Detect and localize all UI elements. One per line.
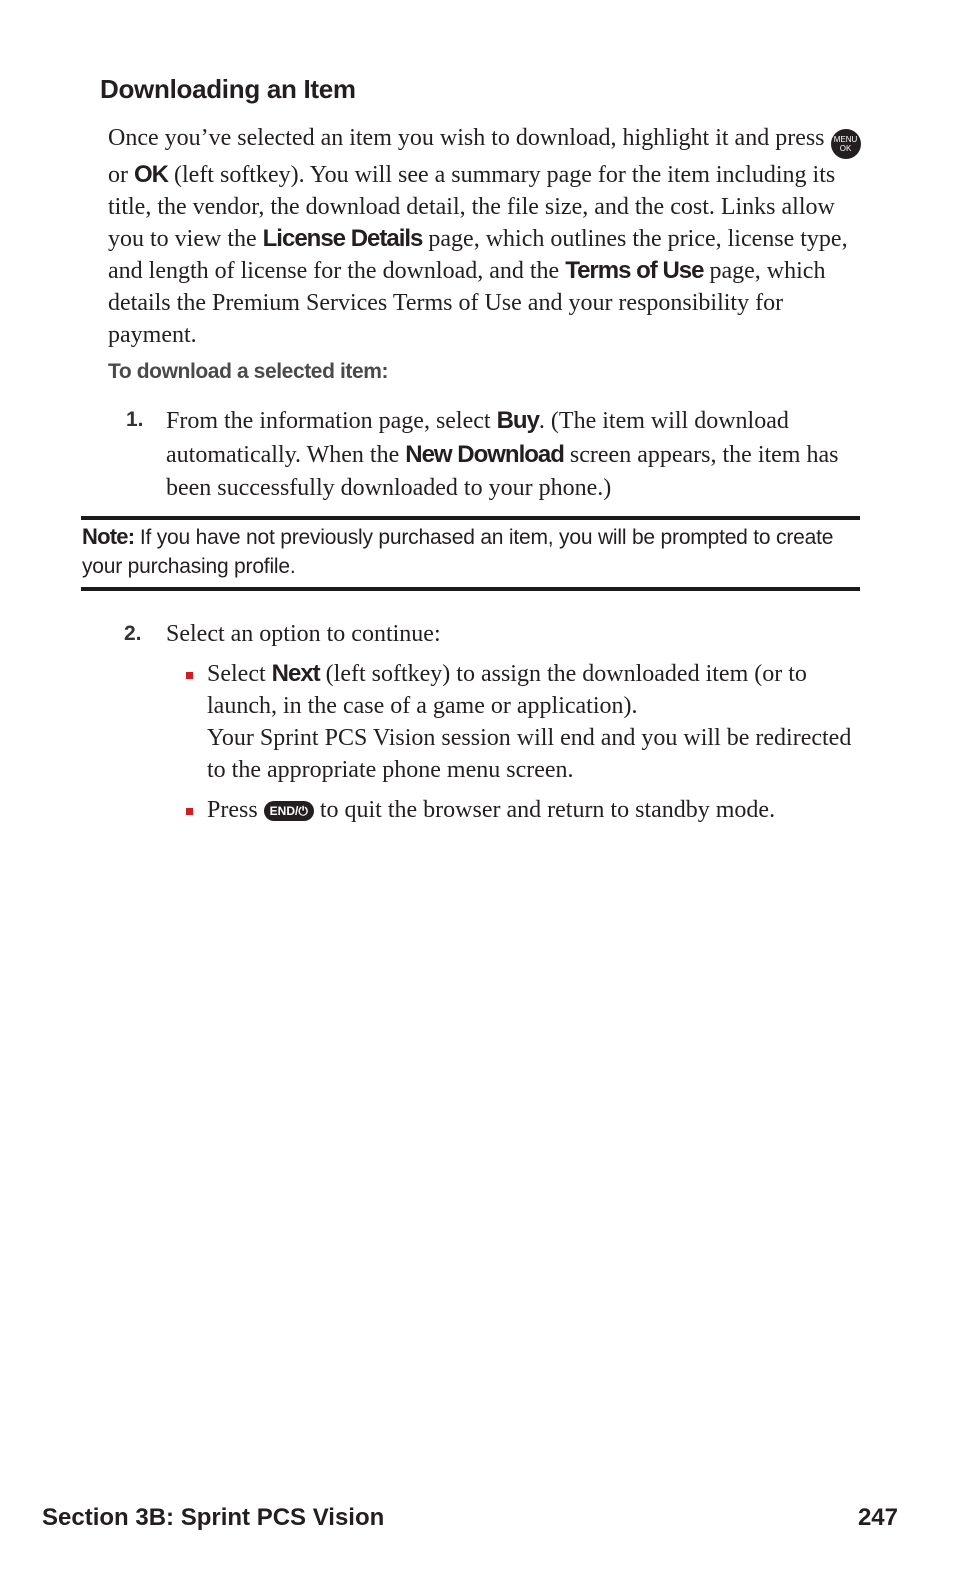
step-1-number: 1. bbox=[126, 408, 144, 431]
intro-text-4: page, which outlines the price, license type, and length of license for the download, and the bbox=[108, 226, 848, 284]
note-label: Note: bbox=[82, 524, 135, 549]
section-heading: Downloading an Item bbox=[100, 74, 356, 104]
bullet-marker-1 bbox=[186, 672, 193, 679]
new-download-label: New Download bbox=[405, 441, 564, 468]
ok-key-label: OK bbox=[839, 144, 852, 153]
intro-text-1: Once you’ve selected an item you wish to download, highlight it and press bbox=[108, 125, 831, 151]
footer-section-title: Section 3B: Sprint PCS Vision bbox=[42, 1504, 385, 1531]
bullet-1-text-a: Select bbox=[207, 661, 272, 687]
bullet-2-text-a: Press bbox=[207, 797, 264, 823]
step-2-number: 2. bbox=[124, 622, 142, 645]
step-1-text-b: . (The item will download automatically. When the bbox=[166, 408, 789, 468]
note-rule-bottom bbox=[81, 587, 860, 591]
step-1-text-c: screen appears, the item has been successfully downloaded to your phone.) bbox=[166, 442, 839, 501]
bullet-1-text bbox=[207, 658, 867, 786]
menu-ok-key-icon bbox=[831, 129, 861, 159]
bullet-2-text-b: to quit the browser and return to standby mode. bbox=[313, 797, 776, 823]
intro-text-3: (left softkey). You will see a summary page for the item including its title, the vendor, the download detail, the file size, and the cost. Links allow you to view the bbox=[108, 162, 836, 252]
step-2-text: Select an option to continue: bbox=[166, 621, 441, 647]
intro-text-2: or bbox=[108, 162, 134, 188]
procedure-subheading: To download a selected item: bbox=[108, 360, 389, 383]
bullet-1-text-b: (left softkey) to assign the downloaded item (or to launch, in the case of a game or application). bbox=[207, 661, 807, 719]
next-label: Next bbox=[271, 660, 320, 687]
terms-of-use-label: Terms of Use bbox=[565, 257, 704, 284]
note-text: If you have not previously purchased an item, you will be prompted to create your purchasing profile. bbox=[82, 526, 834, 578]
intro-text-5: page, which details the Premium Services Terms of Use and your responsibility for payment. bbox=[108, 258, 826, 348]
step-1-text bbox=[166, 404, 871, 505]
license-details-label: License Details bbox=[262, 225, 423, 252]
bullet-marker-2 bbox=[186, 808, 193, 815]
menu-key-label: MENU bbox=[833, 135, 858, 144]
step-1-text-a: From the information page, select bbox=[166, 408, 497, 434]
bullet-1-text-c: Your Sprint PCS Vision session will end and you will be redirected to the appropriate phone menu screen. bbox=[207, 725, 852, 783]
buy-label: Buy bbox=[496, 407, 539, 434]
end-power-key-icon: END/⏻ bbox=[264, 801, 314, 821]
note-rule-top bbox=[81, 516, 860, 520]
intro-paragraph bbox=[108, 122, 868, 351]
bullet-2-text bbox=[207, 794, 887, 826]
page-number: 247 bbox=[857, 1504, 898, 1531]
ok-softkey-label: OK bbox=[134, 161, 168, 188]
note-box bbox=[82, 522, 842, 581]
